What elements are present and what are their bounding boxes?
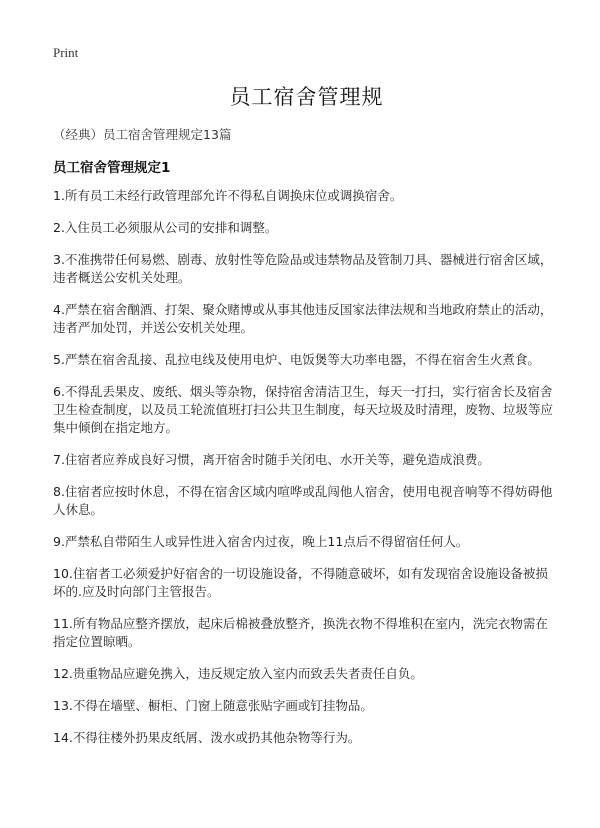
rule-item: 5.严禁在宿舍乱接、乱拉电线及使用电炉、电饭煲等大功率电器，不得在宿舍生火煮食。: [53, 352, 540, 367]
document-subtitle: （经典）员工宿舍管理规定13篇: [53, 127, 232, 142]
rule-item: 13.不得在墙壁、橱柜、门窗上随意张贴字画或钉挂物品。: [53, 698, 373, 713]
rule-item: 11.所有物品应整齐摆放，起床后棉被叠放整齐，换洗衣物不得堆积在室内，洗完衣物需在指定位置晾晒。: [53, 616, 548, 649]
rule-item: 3.不准携带任何易燃、剧毒、放射性等危险品或违禁物品及管制刀具、器械进行宿舍区域，违者概送公安机关处理。: [53, 252, 553, 285]
document-title: 员工宿舍管理规: [229, 85, 384, 109]
rule-item: 1.所有员工未经行政管理部允许不得私自调换床位或调换宿舍。: [53, 188, 403, 203]
rule-item: 2.入住员工必须服从公司的安排和调整。: [53, 220, 278, 235]
rule-item: 12.贵重物品应避免携入，违反规定放入室内而致丢失者责任自负。: [53, 666, 423, 681]
rule-item: 4.严禁在宿舍酗酒、打架、聚众赌博或从事其他违反国家法律法规和当地政府禁止的活动，违者严加处罚，并送公安机关处理。: [53, 302, 553, 335]
rule-item: 8.住宿者应按时休息，不得在宿舍区域内喧哗或乱闯他人宿舍，使用电视音响等不得妨碍他人休息。: [53, 484, 553, 517]
rules-list: [53, 187, 560, 747]
rule-item: 9.严禁私自带陌生人或异性进入宿舍内过夜，晚上11点后不得留宿任何人。: [53, 534, 469, 549]
rule-item: 10.住宿者工必须爱护好宿舍的一切设施设备，不得随意破坏，如有发现宿舍设施设备被损坏的.应及时向部门主管报告。: [53, 566, 548, 599]
rule-item: 6.不得乱丢果皮、废纸、烟头等杂物，保持宿舍清洁卫生，每天一打扫，实行宿舍长及宿舍卫生检查制度，以及员工轮流值班打扫公共卫生制度，每天垃圾及时清理，废物、垃圾等应集中倾倒在指定地方。: [53, 384, 554, 435]
section-heading: 员工宿舍管理规定1: [53, 160, 171, 176]
rule-item: 7.住宿者应养成良好习惯，离开宿舍时随手关闭电、水开关等，避免造成浪费。: [53, 452, 490, 467]
rule-item: 14.不得往楼外扔果皮纸屑、泼水或扔其他杂物等行为。: [53, 730, 361, 745]
print-label: Print: [53, 45, 79, 60]
